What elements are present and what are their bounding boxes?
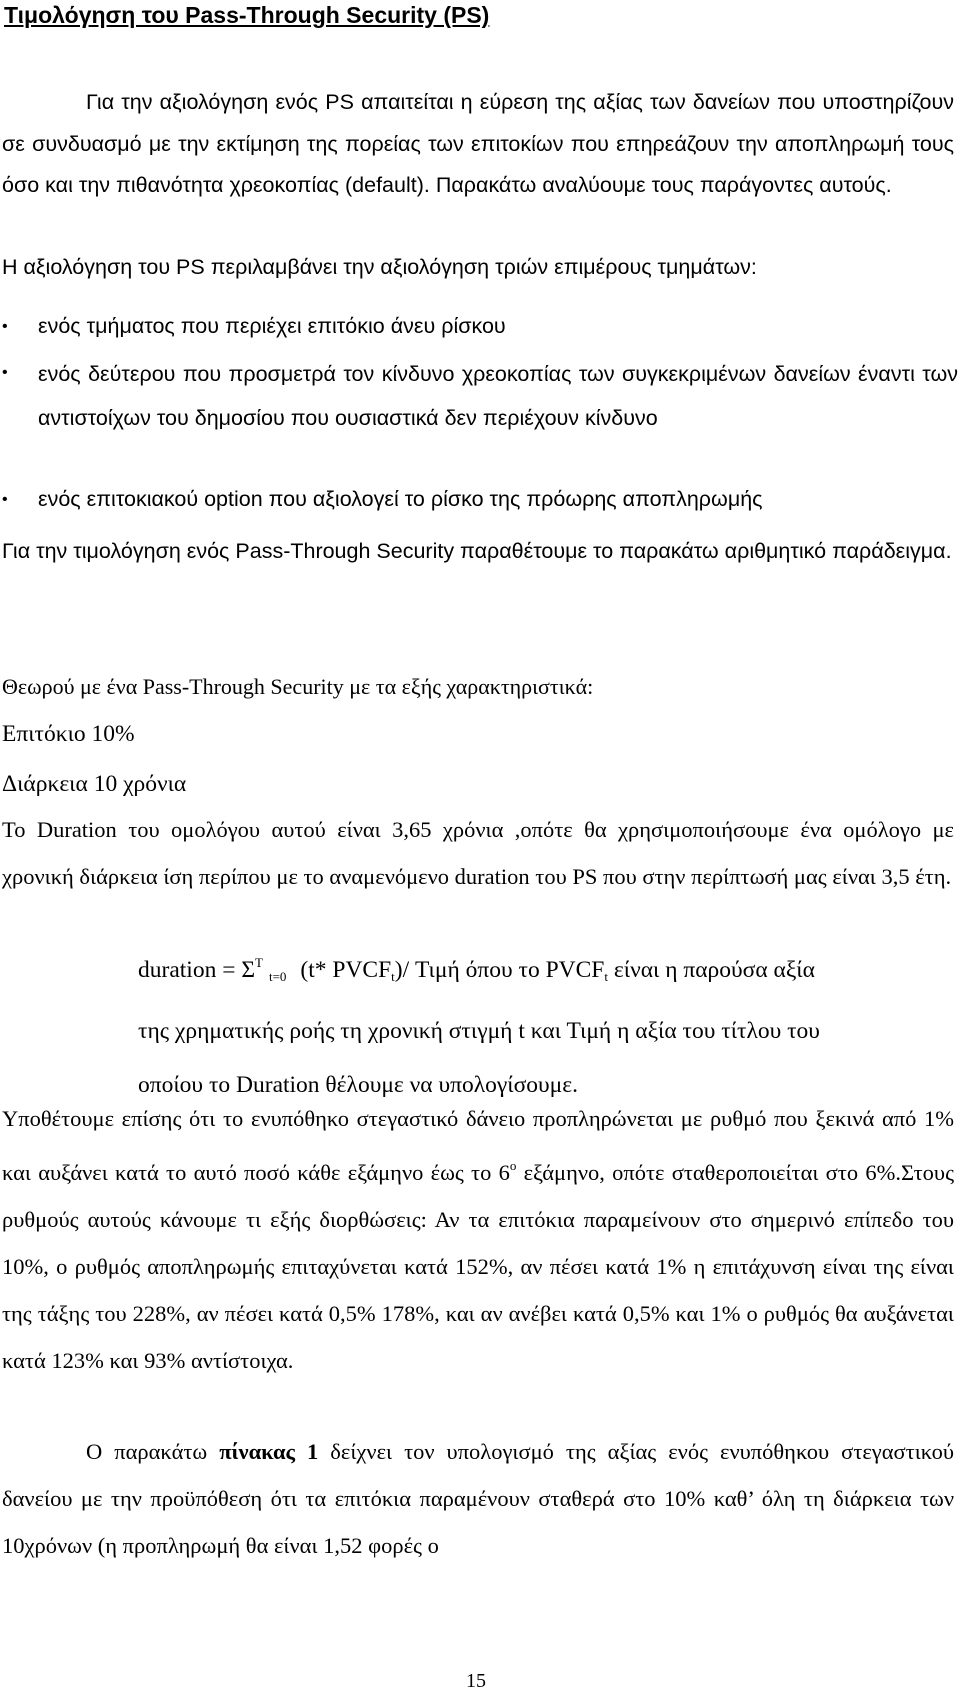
- duration-paragraph: Το Duration του ομολόγου αυτού είναι 3,65 χρόνια ,οπότε θα χρησιμοποιήσουμε ένα ομόλογο με χρονική διάρκεια ίση περίπου με το αναμενόμενο duration του PS που στην περίπτωσή μας είναι 3,5 έτη.: [2, 817, 954, 889]
- section-title: Τιμολόγηση του Pass-Through Security (PS): [4, 2, 490, 28]
- table-paragraph: Ο παρακάτω πίνακας 1 δείχνει τον υπολογισμό της αξίας ενός ενυπόθηκου στεγαστικού δανείου με την προϋπόθεση ότι τα επιτόκια παραμένουν σταθερά στο 10% καθ’ όλη τη διάρκεια των 10χρόνων (η προπληρωμή θα είναι 1,52 φορές ο: [2, 1439, 954, 1558]
- prepayment-paragraph: Υποθέτουμε επίσης ότι το ενυπόθηκο στεγαστικό δάνειο προπληρώνεται με ρυθμό που ξεκινά από 1% και αυξάνει κατά το αυτό ποσό κάθε εξάμηνο έως το $6^o$ εξάμηνο, οπότε σταθεροποιείται στο 6%.Στους ρυθμούς αυτούς κάνουμε τι εξής διορθώσεις: Αν τα επιτόκια παραμείνουν στο σημερινό επίπεδο του 10%, ο ρυθμός αποπληρωμής επιταχύνεται κατά 152%, αν πέσει κατά 1% η επιτάχυνση είναι της είναι της τάξης του 228%, αν πέσει κατά 0,5% 178%, και αν ανέβει κατά 0,5% και 1% ο ρυθμός θα αυξάνεται κατά 123% και 93% αντίστοιχα.: [2, 1106, 954, 1373]
- bullet-text: ενός τμήματος που περιέχει επιτόκιο άνευ ρίσκου: [38, 314, 506, 338]
- intro-paragraph: Για την αξιολόγηση ενός PS απαιτείται η εύρεση της αξίας των δανείων που υποστηρίζουν σε συνδυασμό με την εκτίμηση της πορείας των επιτοκίων που επηρεάζουν την αποπληρωμή τους όσο και την πιθανότητα χρεοκοπίας (default). Παρακάτω αναλύουμε τους παράγοντες αυτούς.: [2, 90, 954, 197]
- bullet-icon: •: [2, 318, 8, 335]
- duration-years-line: Διάρκεια 10 χρόνια: [2, 771, 187, 797]
- bullet-text: ενός επιτοκιακού option που αξιολογεί το ρίσκο της πρόωρης αποπληρωμής: [38, 487, 763, 511]
- formula-line-1: duration = $\Sigma^T_{t=0}$ (t* $PVCF_t)/$ Τιμή όπου το $PVCF_t$ είναι η παρούσα αξία: [138, 955, 815, 984]
- bullet-icon: •: [2, 364, 8, 381]
- bullet-icon: •: [2, 491, 8, 508]
- example-intro: Για την τιμολόγηση ενός Pass-Through Security παραθέτουμε το παρακάτω αριθμητικό παράδειγμα.: [2, 539, 952, 563]
- duration-formula: [138, 936, 960, 1112]
- page-number: 15: [466, 1670, 486, 1692]
- rate-line: Επιτόκιο 10%: [2, 721, 135, 747]
- formula-line-2: της χρηματικής ροής τη χρονική στιγμή t και Τιμή η αξία του τίτλου του: [138, 1018, 820, 1044]
- formula-line-3: οποίου το Duration θέλουμε να υπολογίσουμε.: [138, 1072, 578, 1098]
- bullet-text: ενός δεύτερου που προσμετρά τον κίνδυνο χρεοκοπίας των συγκεκριμένων δανείων έναντι των αντιστοίχων του δημοσίου που ουσιαστικά δεν περιέχουν κίνδυνο: [38, 362, 958, 430]
- assumption-line: Θεωρού με ένα Pass-Through Security με τα εξής χαρακτηριστικά:: [2, 674, 594, 699]
- table-reference: πίνακας 1: [219, 1439, 319, 1464]
- components-intro: Η αξιολόγηση του PS περιλαμβάνει την αξιολόγηση τριών επιμέρους τμημάτων:: [2, 255, 757, 279]
